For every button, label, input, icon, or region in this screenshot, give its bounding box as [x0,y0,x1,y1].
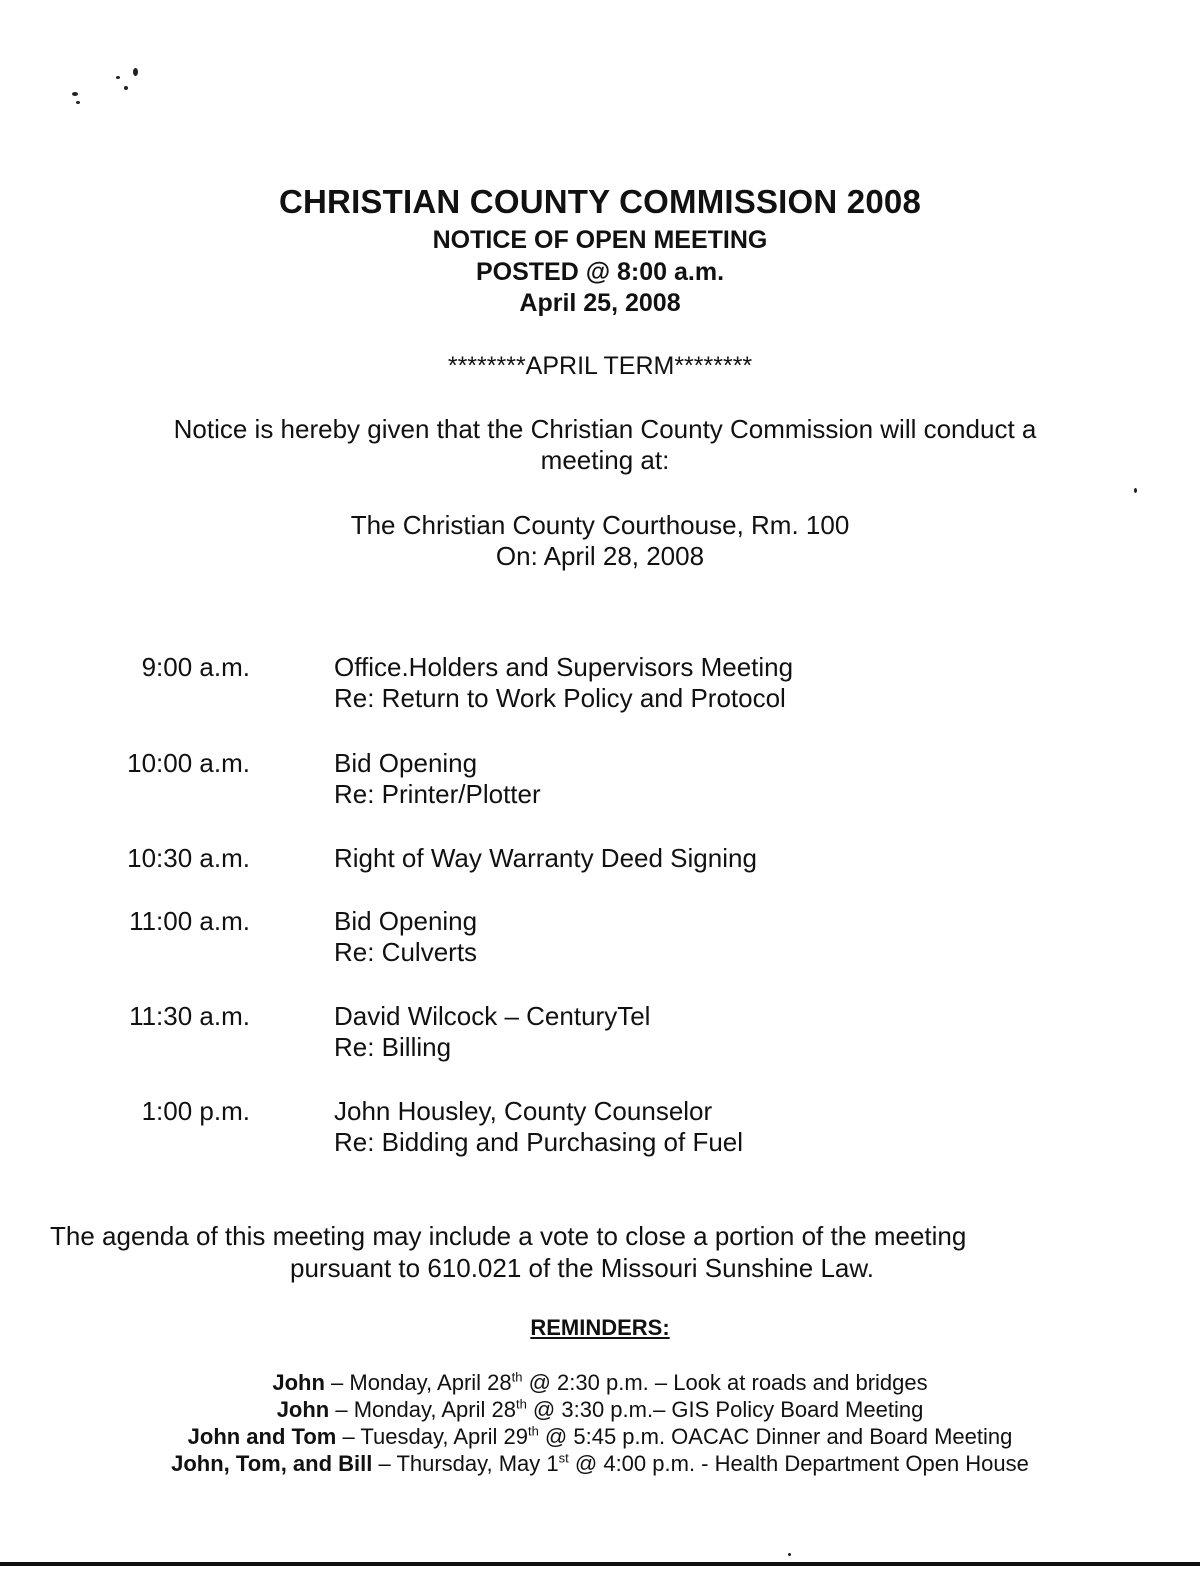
reminder-detail: @ 3:30 p.m.– GIS Policy Board Meeting [526,1397,924,1422]
reminder-date: – Thursday, May 1 [372,1451,559,1476]
agenda-line: Re: Printer/Plotter [334,779,541,809]
reminder-date: – Monday, April 28 [329,1397,516,1422]
reminder-ordinal: th [511,1369,523,1385]
reminders-heading: REMINDERS: [530,1315,670,1340]
reminder-ordinal: th [527,1423,539,1439]
agenda-line: David Wilcock – CenturyTel [334,1001,651,1031]
reminder-item [0,1369,1200,1396]
reminder-ordinal: st [558,1450,569,1466]
document-title: CHRISTIAN COUNTY COMMISSION 2008 [278,183,922,220]
location-line: The Christian County Courthouse, Rm. 100 [350,510,850,540]
meeting-date-line: On: April 28, 2008 [495,541,705,571]
reminder-who: John, Tom, and Bill [171,1451,373,1476]
scan-speck [788,1553,791,1556]
agenda-description [334,843,1134,874]
agenda-description [334,748,1134,810]
scan-speck [133,68,138,76]
agenda-line: Re: Bidding and Purchasing of Fuel [334,1127,744,1157]
notice-text: Notice is hereby given that the Christian County Commission will conduct a meeting at: [173,414,1037,475]
agenda-line: Right of Way Warranty Deed Signing [334,843,757,873]
agenda-time: 10:30 a.m. [127,843,250,873]
term-banner: ********APRIL TERM******** [447,352,753,380]
agenda-line: Bid Opening [334,906,478,936]
agenda-line: Re: Return to Work Policy and Protocol [334,683,786,713]
scan-speck [124,86,128,90]
scan-speck [1134,488,1137,493]
scan-speck [76,101,80,104]
agenda-line: Re: Billing [334,1032,452,1062]
scan-speck [116,76,120,79]
reminder-date: – Monday, April 28 [324,1370,512,1395]
reminder-detail: @ 2:30 p.m. – Look at roads and bridges [522,1370,928,1395]
agenda-time: 11:00 a.m. [129,906,250,936]
closing-line: pursuant to 610.021 of the Missouri Sunshine Law. [290,1253,874,1283]
agenda-line: John Housley, County Counselor [334,1096,713,1126]
page-bottom-edge [0,1562,1200,1566]
reminder-ordinal: th [515,1396,527,1412]
reminder-who: John [272,1370,325,1395]
reminder-who: John and Tom [187,1424,337,1449]
agenda-description [334,906,1134,968]
posted-time: POSTED @ 8:00 a.m. [475,258,725,286]
reminder-item [0,1450,1200,1477]
agenda-description [334,652,1134,714]
meeting-location [0,510,1200,572]
reminder-date: – Tuesday, April 29 [336,1424,528,1449]
reminder-detail: @ 5:45 p.m. OACAC Dinner and Board Meeting [538,1424,1013,1449]
agenda-line: Re: Culverts [334,937,478,967]
scan-speck [72,92,78,96]
reminder-item [0,1396,1200,1423]
reminder-detail: @ 4:00 p.m. - Health Department Open House [568,1451,1029,1476]
closing-statement [50,1220,1050,1284]
posted-date: April 25, 2008 [519,289,681,317]
agenda-line: Office.Holders and Supervisors Meeting [334,652,794,682]
closing-line: The agenda of this meeting may include a vote to close a portion of the meeting [50,1221,967,1251]
agenda-time: 10:00 a.m. [127,748,250,778]
agenda-description [334,1001,1134,1063]
agenda-description [334,1096,1134,1158]
agenda-time: 11:30 a.m. [129,1001,250,1031]
reminder-who: John [276,1397,330,1422]
agenda-time: 1:00 p.m. [141,1096,250,1126]
reminders-list [0,1369,1200,1477]
notice-type: NOTICE OF OPEN MEETING [432,226,768,254]
agenda-time: 9:00 a.m. [141,652,250,682]
agenda-line: Bid Opening [334,748,478,778]
reminder-item [0,1423,1200,1450]
